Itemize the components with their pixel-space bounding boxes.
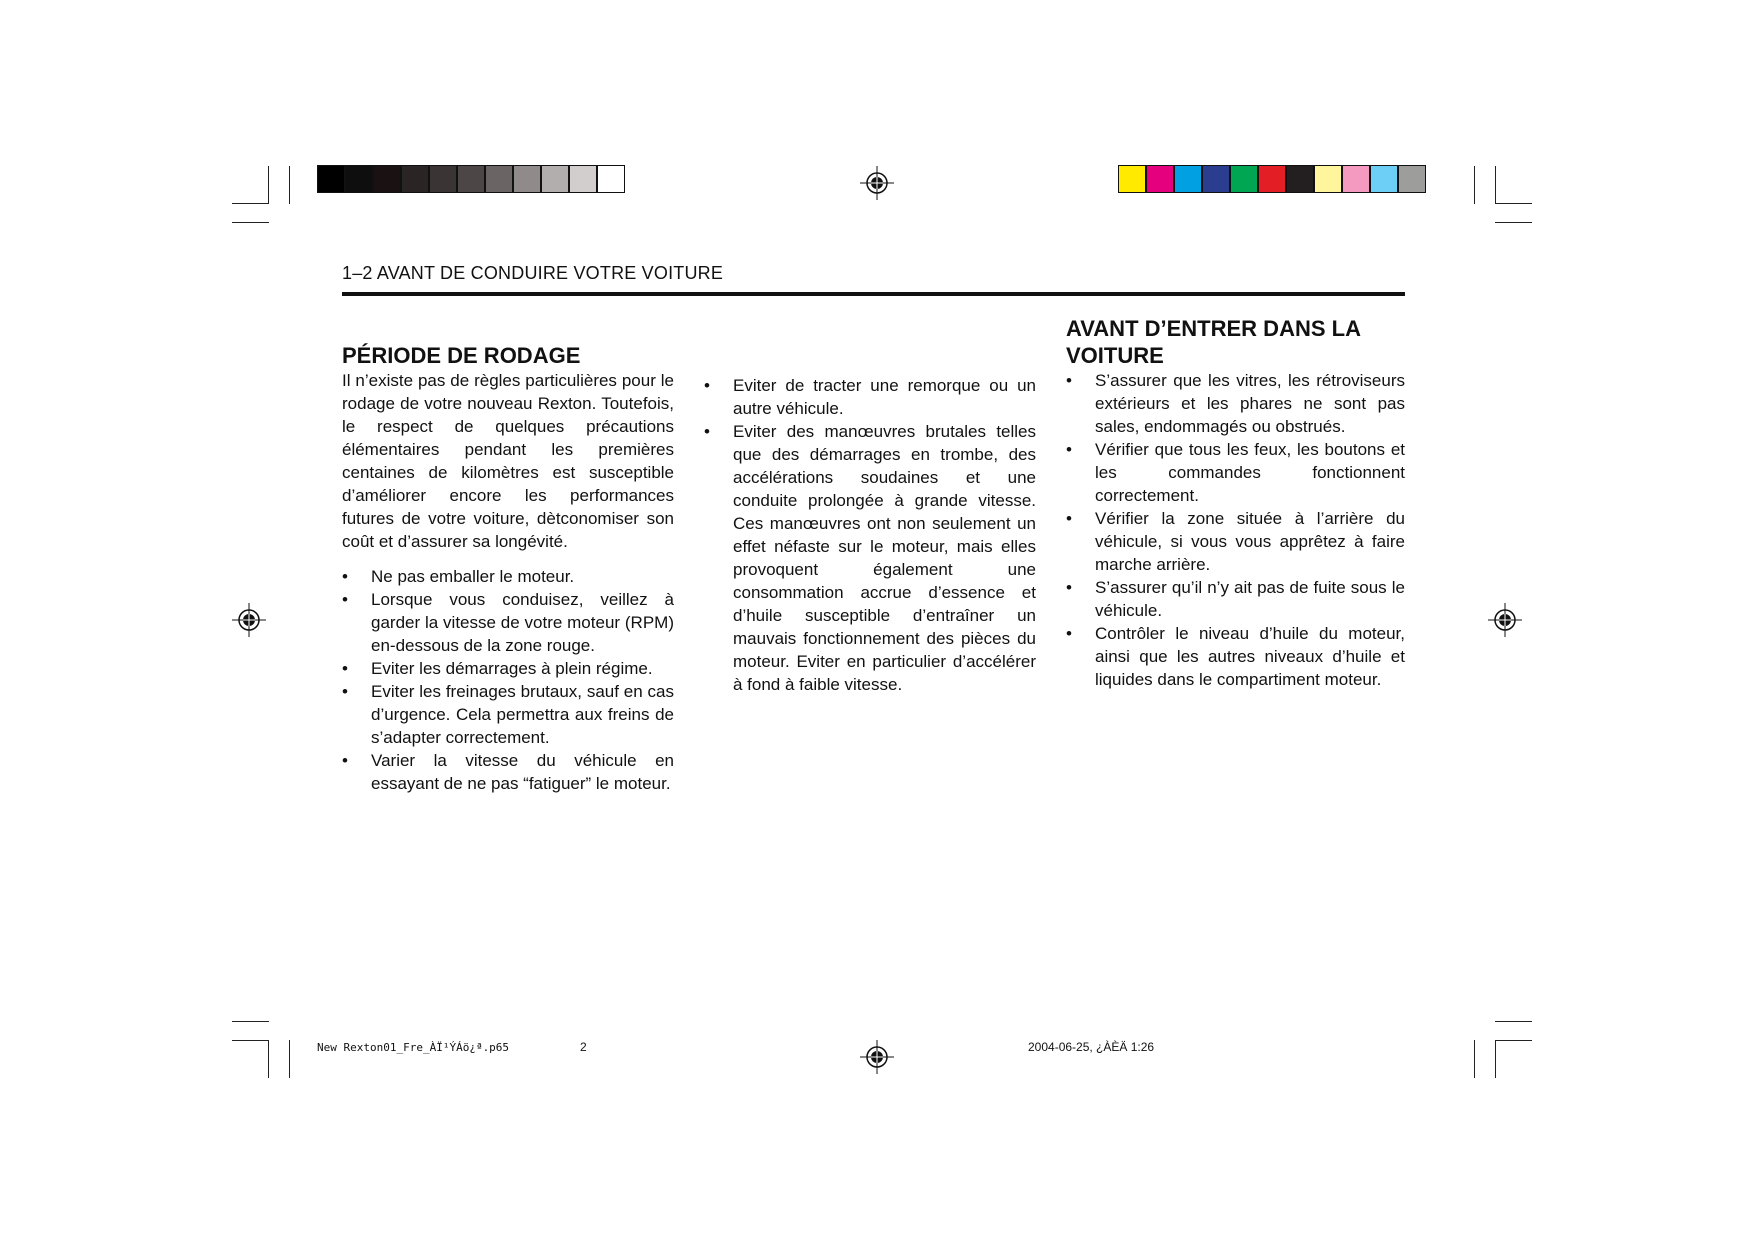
list-item: • Eviter des manœuvres brutales telles que des démarrages en trombe, des accélérations soudaines et une conduite prolongée à grande vitesse. Ces manœuvres ont non seulement un effet néfaste sur le moteur, mais elles provoquent également une consommation accrue d’essence et d’huile susceptible d’entraîner un mauvais fonctionnement des pièces du moteur. Eviter en particulier d’accélérer à fond à faible vitesse. [704,422,1036,694]
crop-mark [1495,222,1532,223]
list-item: • Vérifier la zone située à l’arrière du véhicule, si vous vous apprêtez à faire marche arrière. [1066,509,1405,574]
color-swatch [485,165,513,193]
list-item: • Contrôler le niveau d’huile du moteur, ainsi que les autres niveaux d’huile et liquides dans le compartiment moteur. [1066,624,1405,689]
section-heading: PÉRIODE DE RODAGE [342,343,581,368]
color-swatch [401,165,429,193]
bullet-icon: • [1066,578,1072,597]
registration-mark-icon [860,166,894,200]
list-item: • Ne pas emballer le moteur. [342,567,575,586]
registration-mark-icon [860,1040,894,1074]
crop-mark [232,1040,269,1041]
list-item: • S’assurer qu’il n’y ait pas de fuite sous le véhicule. [1066,578,1405,620]
crop-mark [1495,1040,1496,1078]
color-swatch [1370,165,1398,193]
bullet-icon: • [342,682,348,701]
color-swatch [429,165,457,193]
color-swatch [1174,165,1202,193]
color-swatch [1146,165,1174,193]
color-swatch [1258,165,1286,193]
color-swatch [569,165,597,193]
color-swatch [373,165,401,193]
color-swatch [597,165,625,193]
column-break-in [342,342,674,795]
header-rule [342,292,1405,296]
list-item: • Varier la vitesse du véhicule en essayant de ne pas “fatiguer” le moteur. [342,751,674,793]
crop-mark [1495,1021,1532,1022]
color-swatch [1398,165,1426,193]
bullet-icon: • [1066,440,1072,459]
bullet-icon: • [1066,624,1072,643]
crop-mark [1474,1040,1475,1078]
bullet-list [342,565,674,795]
list-item: • Lorsque vous conduisez, veillez à garder la vitesse de votre moteur (RPM) en-dessous de la zone rouge. [342,590,674,655]
crop-mark [1474,166,1475,204]
bullet-list [1066,369,1405,691]
color-swatch [1202,165,1230,193]
crop-mark [1495,203,1532,204]
bullet-icon: • [704,422,710,441]
color-swatch [457,165,485,193]
crop-mark [232,203,269,204]
bullet-list [704,374,1036,696]
section-heading: AVANT D’ENTRER DANS LA VOITURE [1066,316,1361,368]
crop-mark [1495,166,1496,204]
color-swatch [541,165,569,193]
running-head: 1–2 AVANT DE CONDUIRE VOTRE VOITURE [342,263,724,283]
bullet-icon: • [1066,371,1072,390]
bullet-icon: • [704,376,710,395]
registration-mark-icon [1488,603,1522,637]
bullet-icon: • [342,567,348,586]
list-item: • Vérifier que tous les feux, les boutons et les commandes fonctionnent correctement. [1066,440,1405,505]
list-item: • Eviter les démarrages à plein régime. [342,659,653,678]
color-swatch [317,165,345,193]
crop-mark [232,1021,269,1022]
crop-mark [289,1040,290,1078]
footer-page-number: 2 [580,1040,587,1054]
crop-mark [1495,1040,1532,1041]
color-swatch [1286,165,1314,193]
registration-mark-icon [232,603,266,637]
list-item: • Eviter les freinages brutaux, sauf en cas d’urgence. Cela permettra aux freins de s’adapter correctement. [342,682,674,747]
color-swatch [1230,165,1258,193]
color-swatch [1342,165,1370,193]
color-swatch [513,165,541,193]
color-swatch [1314,165,1342,193]
bullet-icon: • [1066,509,1072,528]
crop-mark [268,166,269,204]
color-swatch [345,165,373,193]
crop-mark [232,222,269,223]
column-before-entering [1066,315,1405,691]
grayscale-color-bar [317,165,625,193]
color-swatch [1118,165,1146,193]
bullet-icon: • [342,659,348,678]
footer-timestamp: 2004-06-25, ¿ÀÈÄ 1:26 [1028,1040,1155,1054]
column-precautions [704,374,1036,696]
intro-paragraph: Il n’existe pas de règles particulières pour le rodage de votre nouveau Rexton. Toutefois, le respect de quelques précautions élémentaires pendant les premières centaines de kilomètres est susceptible d’améliorer encore les performances futures de votre voiture, dètconomiser son coût et d’assurer sa longévité. [342,371,674,551]
crop-mark [268,1040,269,1078]
list-item: • Eviter de tracter une remorque ou un autre véhicule. [704,376,1036,418]
bullet-icon: • [342,751,348,770]
bullet-icon: • [342,590,348,609]
footer-filename: New Rexton01_Fre_ÀÏ¹ÝÁö¿ª.p65 [317,1041,510,1054]
process-color-bar [1118,165,1426,193]
list-item: • S’assurer que les vitres, les rétroviseurs extérieurs et les phares ne sont pas sales, endommagés ou obstrués. [1066,371,1405,436]
crop-mark [289,166,290,204]
